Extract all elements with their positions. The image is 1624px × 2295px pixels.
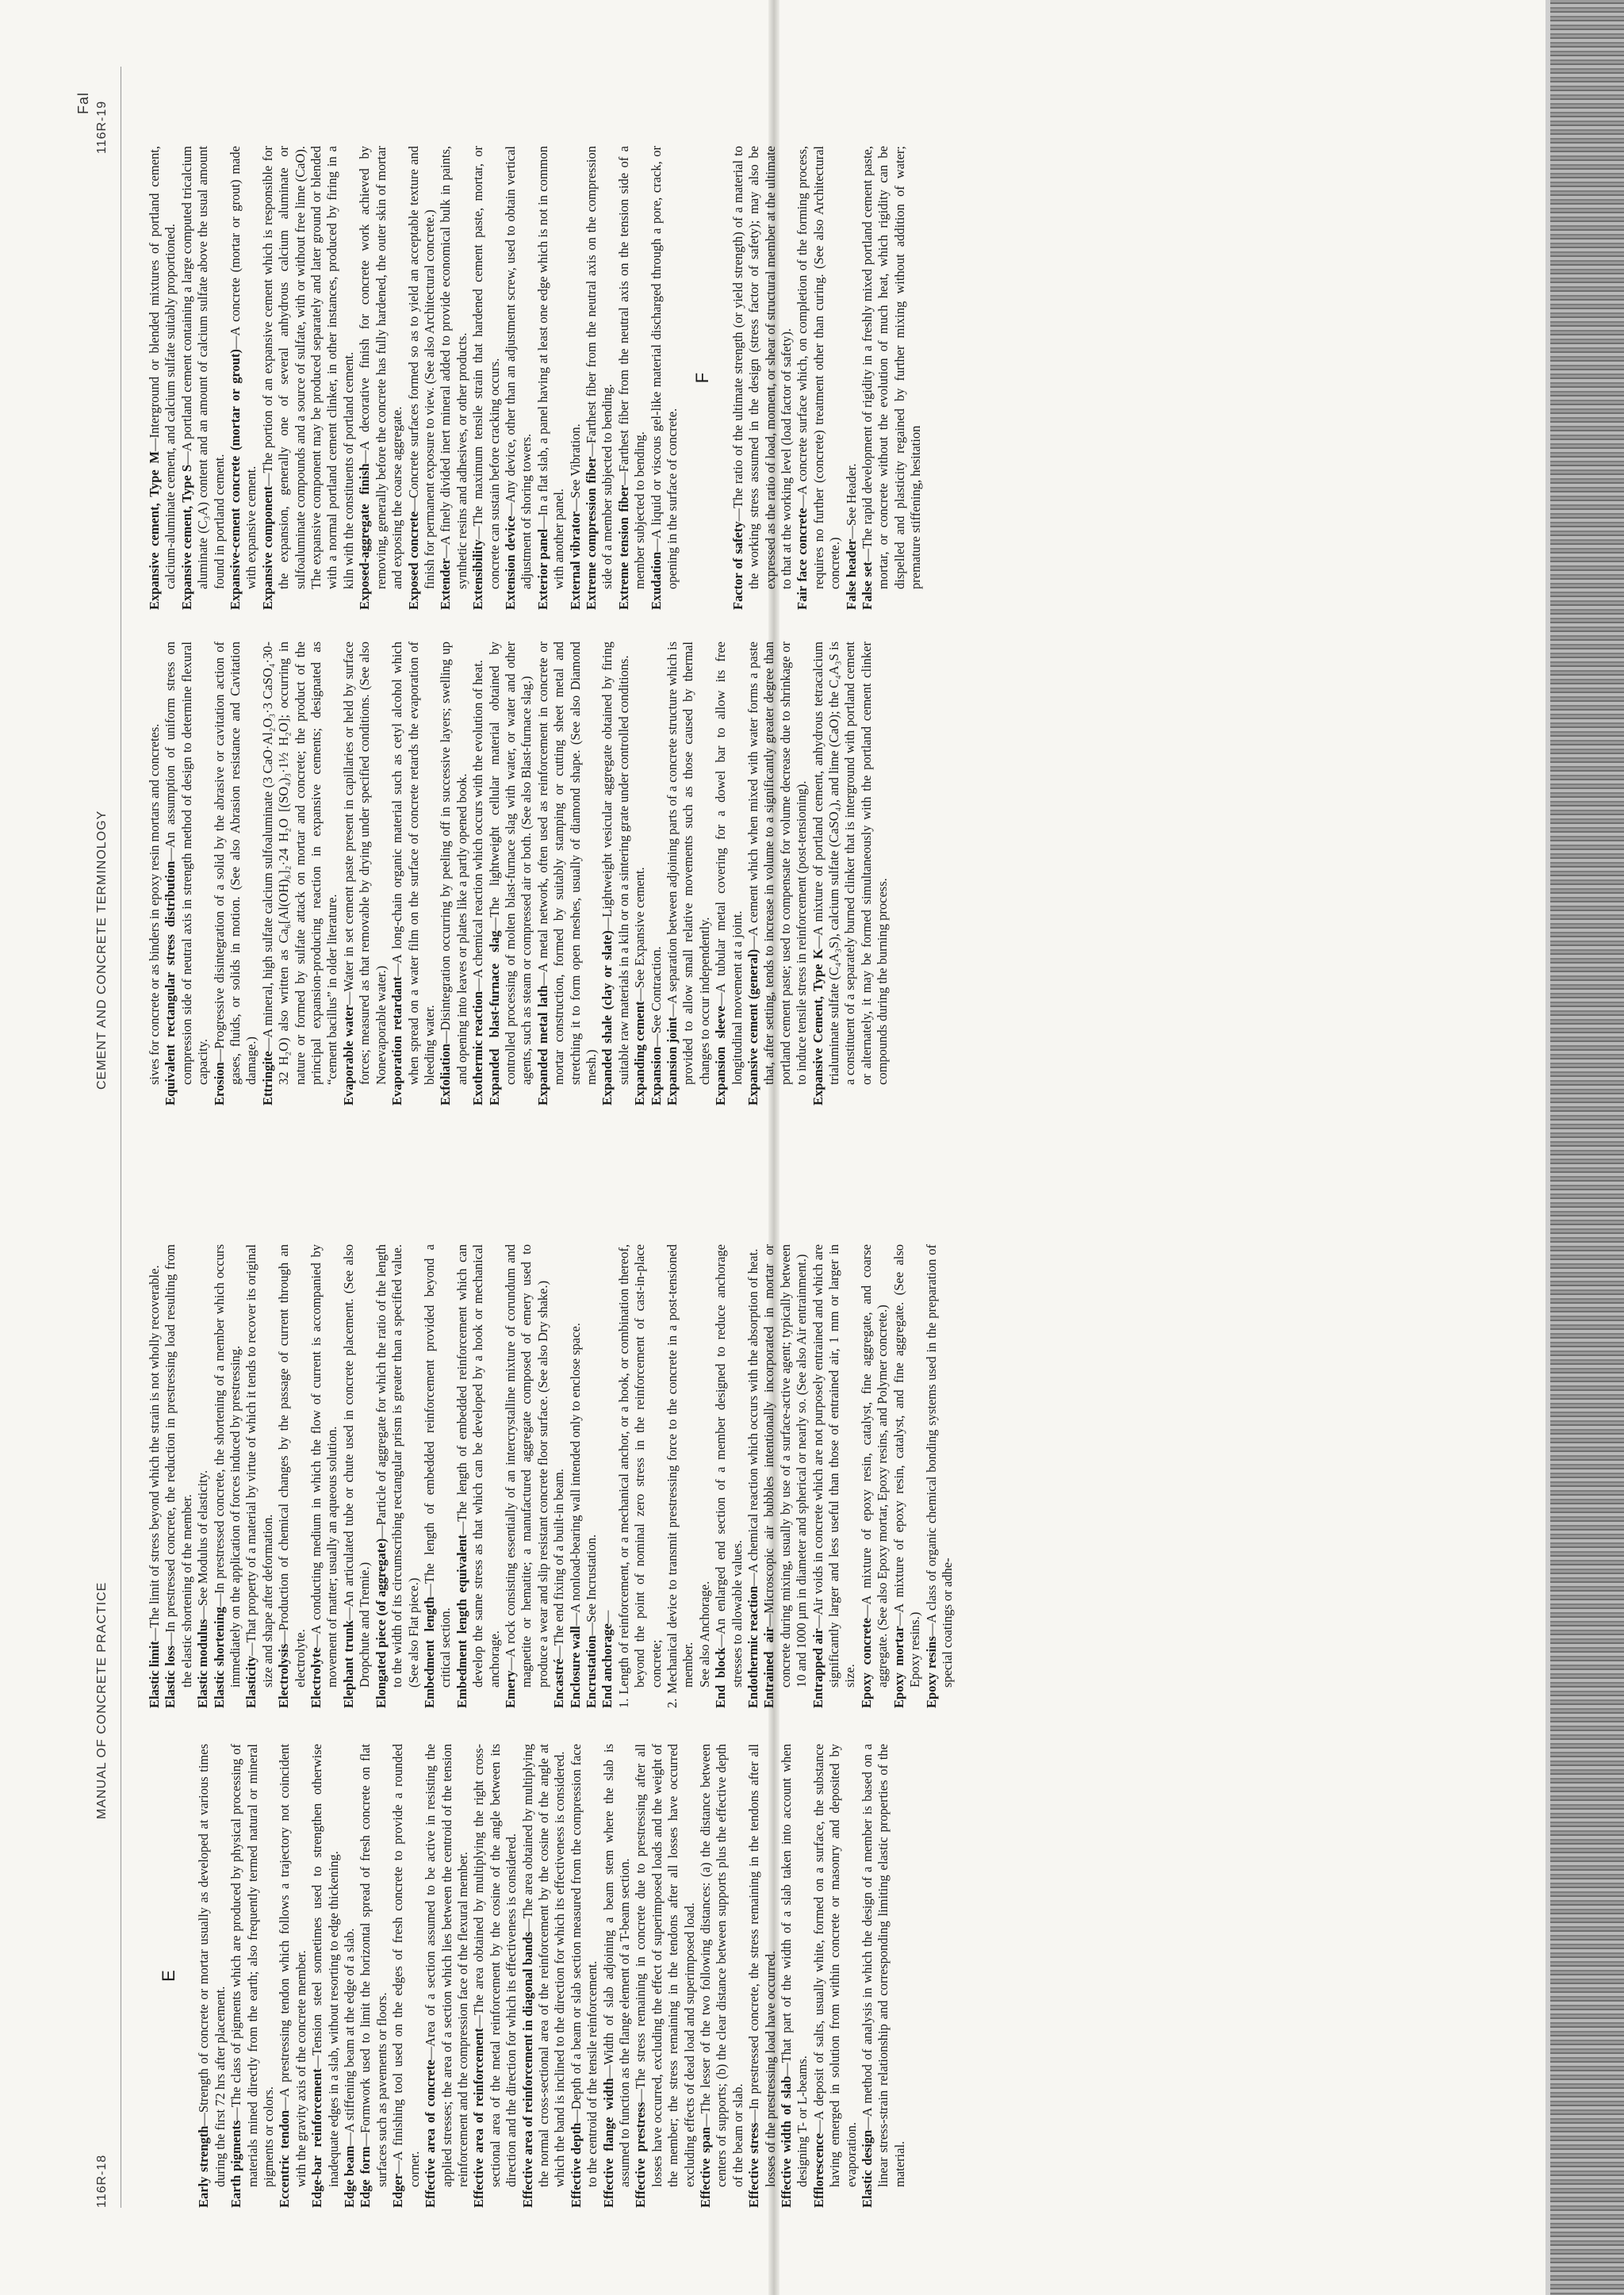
glossary-entry — [147, 146, 179, 610]
glossary-term: Elasticity — [243, 1656, 259, 1708]
glossary-entry — [859, 1244, 891, 1708]
glossary-definition: —An articulated tube or chute used in concrete placement. (See also Dropchute and Tremie.) — [340, 1244, 373, 1688]
glossary-definition: —Concrete surfaces formed so as to yield an acceptable texture and finish for permanent exposure to view. (See also Architectural concrete.) — [405, 146, 437, 589]
glossary-term: Effective prestress — [633, 2102, 649, 2208]
glossary-term: Elastic limit — [147, 1641, 162, 1708]
glossary-definition: —See Contraction. — [648, 946, 664, 1047]
glossary-definition: —A portland cement containing a large computed tricalcium aluminate (C₃A) content and an amount of calcium sulfate above the usual amount found in portland cement. — [178, 146, 227, 589]
glossary-definition: —See Modulus of elasticity. — [195, 1469, 211, 1619]
glossary-entry — [811, 1744, 860, 2208]
glossary-entry — [584, 146, 616, 610]
glossary-entry — [745, 1244, 761, 1708]
glossary-entry — [228, 1744, 277, 2208]
glossary-definition: —A mineral, high sulfate calcium sulfoaluminate (3 CaO·Al₂O₃·3 CaSO₄·30-32 H₂O) also written as Ca₆[Al(OH)₆]₂·24 H₂O [(SO₄)₃·1½ H₂O]; occurring in nature or formed by sulfate attack on mortar and concrete; the product of the principal expansion-producing reaction in expansive cements; designated as “cement bacillus” in older literature. — [259, 642, 340, 1085]
glossary-entry — [568, 146, 584, 610]
glossary-entry — [341, 1244, 373, 1708]
glossary-entry — [260, 642, 341, 1105]
column-2 — [147, 1244, 1519, 1708]
glossary-term: Erosion — [211, 1062, 227, 1105]
right-running-title: CEMENT AND CONCRETE TERMINOLOGY — [95, 810, 109, 1090]
glossary-definition: —That part of the width of a slab taken into account when designing T- or L-beams. — [779, 1744, 810, 2187]
glossary-term: Effective width of slab — [779, 2075, 795, 2208]
glossary-definition: —The stress remaining in concrete due to prestressing after all losses have occurred, excluding the effect of superimposed loads and the weight of the member; the stress remaining in the tendons after all losses have occurred excluding effects of dead load and superimposed load. — [633, 1744, 697, 2187]
glossary-definition: —See Header. — [843, 463, 859, 539]
glossary-definition: —That property of a material by virtue of which it tends to recover its original size and shape after deformation. — [243, 1244, 275, 1688]
glossary-definition: —A concrete surface which, on completion of the forming process, requires no further (concrete) treatment other than curing. (See also Architectural concrete.) — [795, 146, 843, 589]
glossary-term: Exfoliation — [438, 1044, 454, 1105]
glossary-term: Encrustation — [583, 1635, 599, 1708]
glossary-definition: —The class of pigments which are produced by physical processing of materials mined directly from the earth; also frequently termed natural or mineral pigments or colors. — [228, 1744, 277, 2187]
glossary-entry — [569, 1744, 601, 2208]
glossary-definition: —A liquid or viscous gel-like material discharged through a pore, crack, or opening in the surface of concrete. — [648, 146, 680, 589]
glossary-entry — [277, 1744, 309, 2208]
glossary-entry — [212, 642, 260, 1105]
glossary-term: Efflorescence — [810, 2132, 826, 2208]
glossary-entry — [860, 146, 925, 610]
glossary-term: Elastic design — [860, 2129, 875, 2208]
glossary-definition: —The length of embedded reinforcement provided beyond a critical section. — [421, 1244, 454, 1688]
glossary-entry — [698, 1744, 746, 2208]
glossary-entry — [503, 1244, 551, 1708]
glossary-definition: —A rock consisting essentially of an intercrystalline mixture of corundum and magnetite or hematite; a manufactured aggregate composed of emery used to produce a wear and slip resistant concrete floor surface. (See also Dry shake.) — [502, 1244, 550, 1688]
glossary-entry — [520, 1744, 569, 2208]
glossary-entry — [503, 146, 535, 610]
glossary-entry — [438, 146, 470, 610]
glossary-term: Entrapped air — [810, 1628, 825, 1708]
glossary-definition: —A deposit of salts, usually white, formed on a surface, the substance having emerged in solution from within concrete or masonry and deposited by evaporation. — [810, 1744, 859, 2187]
glossary-definition: —A separation between adjoining parts of a concrete structure which is provided to allow small relative movements such as those caused by thermal changes to occur independently. — [665, 642, 712, 1085]
glossary-entry — [860, 1744, 908, 2208]
glossary-entry — [844, 146, 860, 610]
glossary-entry — [779, 1744, 811, 2208]
glossary-term: End anchorage — [599, 1623, 615, 1708]
glossary-definition: —Any device, other than an adjustment screw, used to obtain vertical adjustment of shoring towers. — [502, 146, 534, 589]
glossary-term: Endothermic reaction — [745, 1585, 761, 1708]
glossary-entry — [713, 642, 745, 1105]
glossary-entry — [891, 1244, 924, 1708]
glossary-entry — [260, 146, 357, 610]
glossary-definition: —Production of chemical changes by the passage of current through an electrolyte. — [276, 1244, 308, 1688]
glossary-entry — [423, 1744, 471, 2208]
glossary-term: Expansive cement, Type M — [147, 450, 162, 610]
column-3 — [147, 642, 1519, 1105]
glossary-entry — [196, 1744, 228, 2208]
glossary-definition: — — [599, 1610, 615, 1624]
glossary-entry — [745, 642, 810, 1105]
glossary-term: Extension device — [502, 515, 518, 610]
glossary-continuation: sives for concrete or as binders in epoxy resin mortars and concretes. — [147, 723, 162, 1085]
glossary-term: Electrolyte — [308, 1647, 324, 1708]
glossary-sub-definition: 1. Length of reinforcement, or a mechanical anchor, or a hook, or combination thereof, beyond the point of nominal zero stress in the reinforcement of cast-in-place concrete; — [615, 1244, 664, 1708]
glossary-term: Epoxy mortar — [891, 1626, 906, 1708]
glossary-definition: —Area of a section assumed to be active in resisting the applied stresses; the area of a section which lies between the centroid of the tension reinforcement and the compression face of the flexural member. — [423, 1744, 470, 2187]
glossary-definition: —Air voids in concrete which are not purposely entrained and which are significantly larger and less useful than those of entrained air, 1 mm or larger in size. — [810, 1244, 858, 1688]
glossary-term: Embedment length equivalent — [454, 1534, 469, 1708]
glossary-entry — [163, 1244, 195, 1708]
glossary-definition: —Disintegration occurring by peeling off in successive layers; swelling up and opening into leaves or plates like a partly opened book. — [438, 642, 469, 1085]
glossary-entry — [342, 1744, 358, 2208]
glossary-definition: —A method of analysis in which the design of a member is based on a linear stress-strain relationship and corresponding limiting elastic properties of the material. — [860, 1744, 907, 2187]
glossary-definition: —The limit of stress beyond which the strain is not wholly recoverable. — [147, 1265, 162, 1642]
glossary-term: Equivalent rectangular stress distribution — [163, 860, 178, 1105]
glossary-term: Effective flange width — [600, 2078, 616, 2208]
glossary-definition: —The ratio of the ultimate strength (or yield strength) of a material to the working stress assumed in the design (stress factor of safety); may also be expressed as the ratio of load, moment, or shear of structural member at the ultimate to that at the working level (load factor of safety). — [730, 146, 795, 589]
glossary-definition: —In a flat slab, a panel having at least one edge which is not in common with another panel. — [534, 146, 567, 589]
glossary-term: Expansion joint — [665, 1017, 680, 1105]
glossary-term: Effective depth — [568, 2122, 584, 2208]
glossary-term: Expansive component — [259, 486, 275, 610]
glossary-entry — [470, 146, 503, 610]
glossary-term: Edge beam — [342, 2145, 358, 2208]
glossary-term: Effective area of concrete — [423, 2059, 439, 2208]
glossary-entry — [535, 642, 600, 1105]
glossary-term: Edger — [390, 2173, 406, 2208]
glossary-sub-definition: 2. Mechanical device to transmit prestressing force to the concrete in a post-tensioned member. — [665, 1244, 696, 1708]
scanner-margin-strip — [1550, 0, 1624, 2295]
glossary-definition: —A conducting medium in which the flow of current is accompanied by movement of matter; usually an aqueous solution. — [308, 1244, 340, 1688]
glossary-term: Expansive cement, Type S — [178, 464, 194, 610]
glossary-term: Entrained air — [761, 1626, 777, 1708]
section-letter: F — [692, 372, 713, 384]
glossary-definition: —In prestressed concrete, the reduction in prestressing load resulting from the elastic shortening of the member. — [163, 1244, 194, 1688]
glossary-entry — [422, 1244, 454, 1708]
glossary-entry — [632, 642, 648, 1105]
glossary-term: Exterior panel — [534, 528, 550, 610]
glossary-entry — [665, 642, 713, 1105]
glossary-definition: —The area obtained by multiplying the right cross-sectional area of the metal reinforcement by the cosine of the angle between its direction and the direction for which its effectiveness is considered. — [471, 1744, 519, 2187]
glossary-definition: —A cement which when mixed with water forms a paste that, after setting, tends to increase in volume to a significantly greater degree than portland cement paste; used to compensate for volume decrease due to shrinkage or to induce tensile stress in reinforcement (post-tensioning). — [745, 642, 810, 1085]
glossary-entry — [358, 1744, 390, 2208]
glossary-entry — [406, 146, 439, 610]
glossary-entry — [147, 1244, 163, 1708]
glossary-definition: —Strength of concrete or mortar usually as developed at various times during the first 72 hrs after placement. — [196, 1744, 228, 2187]
glossary-definition: —Width of slab adjoining a beam stem where the slab is assumed to function as the flange element of a T-beam section. — [600, 1744, 632, 2187]
glossary-definition: —A long-chain organic material such as cetyl alcohol which when spread on a water film on the surface of concrete retards the evaporation of bleeding water. — [389, 642, 437, 1085]
glossary-entry — [243, 1244, 276, 1708]
glossary-definition: —A chemical reaction which occurs with the evolution of heat. — [470, 660, 486, 991]
glossary-entry — [568, 1244, 584, 1708]
glossary-term: Edge form — [358, 2146, 373, 2208]
glossary-entry — [228, 146, 260, 610]
glossary-term: Exposed-aggregate finish — [357, 463, 373, 610]
glossary-term: Epoxy concrete — [858, 1618, 874, 1708]
glossary-entry — [470, 642, 486, 1105]
glossary-entry — [616, 146, 649, 610]
glossary-definition: —Progressive disintegration of a solid by the abrasive or cavitation action of gases, fluids, or solids in motion. (See also Abrasion resistance and Cavitation damage.) — [211, 642, 259, 1085]
glossary-term: Eccentric tendon — [277, 2109, 293, 2208]
glossary-definition: —A metal network, often used as reinforcement in concrete or mortar construction, formed by suitably stamping or cutting sheet metal and stretching it to form open meshes, usually of diamond shape. (See also Diamond mesh.) — [534, 642, 599, 1085]
glossary-term: Extender — [438, 557, 454, 610]
column-1 — [147, 1744, 1519, 2208]
glossary-entry — [308, 1244, 341, 1708]
glossary-term: Elephant trunk — [340, 1620, 356, 1708]
glossary-definition: —A mixture of portland cement, anhydrous tetracalcium trialuminate sulfate (C₄A₃S), calcium sulfate (CaSO₄), and lime (CaO); the C₄A₃S is a constituent of a separately burned clinker that is interground with portland cement or alternately, it may be formed simultaneously with the portland cement clinker compounds during the burning process. — [810, 642, 891, 1085]
glossary-term: Elongated piece (of aggregate) — [373, 1538, 389, 1708]
glossary-term: Exposed concrete — [405, 511, 421, 610]
glossary-term: Expanded blast-furnace slag — [486, 930, 502, 1105]
glossary-entry — [599, 642, 632, 1105]
glossary-term: Expanded metal lath — [534, 985, 550, 1105]
glossary-entry — [389, 642, 438, 1105]
glossary-definition: —A stiffening beam at the edge of a slab. — [342, 1928, 358, 2146]
section-letter: E — [159, 1970, 178, 1982]
glossary-term: Elastic loss — [163, 1646, 178, 1708]
glossary-entry — [454, 1244, 503, 1708]
glossary-term: Effective span — [698, 2126, 713, 2208]
glossary-term: Effective area of reinforcement — [471, 2028, 487, 2208]
glossary-definition: —An enlarged end section of a member designed to reduce anchorage stresses to allowable values. — [713, 1244, 745, 1688]
glossary-definition: —See Incrustation. — [583, 1534, 599, 1636]
glossary-term: External vibrator — [567, 511, 583, 610]
glossary-definition: —The length of embedded reinforcement which can develop the same stress as that which can be developed by a hook or mechanical anchorage. — [454, 1244, 502, 1688]
glossary-term: Expansive Cement, Type K — [810, 948, 825, 1105]
glossary-term: Expansion — [648, 1046, 664, 1105]
glossary-definition: —The maximum tensile strain that hardened cement paste, mortar, or concrete can sustain before cracking occurs. — [470, 146, 502, 589]
glossary-entry — [212, 1244, 244, 1708]
glossary-definition: —See Expansive cement. — [632, 867, 648, 1002]
glossary-entry — [599, 1244, 615, 1708]
glossary-definition: —A prestressing tendon which follows a trajectory not coincident with the gravity axis of the concrete member. — [277, 1744, 308, 2187]
glossary-term: Extreme compression fiber — [583, 456, 599, 610]
glossary-entry — [309, 1744, 342, 2208]
glossary-term: Exothermic reaction — [470, 990, 486, 1105]
glossary-definition: —A finely divided inert mineral added to provide economical bulk in paints, synthetic resins and adhesives, or other products. — [438, 146, 469, 589]
glossary-definition: —A mixture of epoxy resin, catalyst, and fine aggregate. (See also Epoxy resins.) — [891, 1244, 923, 1688]
glossary-term: False header — [843, 538, 859, 610]
glossary-definition: —A mixture of epoxy resin, catalyst, fine aggregate, and coarse aggregate. (See also Epoxy mortar, Epoxy resins, and Polymer concrete.) — [858, 1244, 891, 1688]
glossary-entry — [584, 1244, 599, 1708]
glossary-definition: —Microscopic air bubbles intentionally incorporated in mortar or concrete during mixing, usually by use of a surface-active agent; typically between 10 and 1000 µm in diameter and spherical or nearly so. (See also Air entrainment.) — [761, 1244, 810, 1688]
glossary-term: Electrolysis — [276, 1643, 292, 1708]
glossary-entry — [761, 1244, 810, 1708]
glossary-entry — [438, 642, 470, 1105]
glossary-entry — [730, 146, 795, 610]
glossary-definition: —A chemical reaction which occurs with the absorption of heat. — [745, 1248, 761, 1586]
glossary-definition: —A nonload-bearing wall intended only to enclose space. — [567, 1323, 583, 1626]
glossary-definition: —Interground or blended mixtures of portland cement, calcium-aluminate cement, and calcium sulfate suitably proportioned. — [147, 146, 178, 589]
glossary-entry — [810, 642, 891, 1105]
glossary-definition: —A tubular metal covering for a dowel bar to allow its free longitudinal movement at a joint. — [713, 642, 745, 1085]
glossary-definition: —The portion of an expansive cement which is responsible for the expansion, generally one of several anhydrous calcium aluminate or sulfoaluminate compounds and a source of sulfate, with or without free lime (CaO). The expansive component may be produced separately and later ground or blended with a normal portland cement clinker, in other instances, produced by firing in a kiln with the constituents of portland cement. — [259, 146, 356, 589]
glossary-term: Expansive-cement concrete (mortar or grout) — [228, 349, 243, 610]
glossary-entry — [487, 642, 535, 1105]
glossary-term: Elastic modulus — [195, 1619, 211, 1708]
glossary-definition: —A finishing tool used on the edges of fresh concrete to provide a rounded corner. — [390, 1744, 422, 2187]
glossary-definition: —In prestressed concrete, the shortening of a member which occurs immediately on the application of forces induced by prestressing. — [211, 1244, 243, 1688]
glossary-term: Expanded shale (clay or slate) — [599, 930, 615, 1105]
glossary-definition: —Particle of aggregate for which the ratio of the length to the width of its circumscribing rectangular prism is greater than a specified value. (See also Flat piece.) — [373, 1244, 421, 1688]
glossary-definition: —Farthest fiber from the neutral axis on the tension side of a member subjected to bending. — [615, 146, 648, 589]
glossary-term: False set — [860, 561, 875, 610]
glossary-term: Embedment length — [421, 1596, 437, 1708]
glossary-entry — [373, 1244, 422, 1708]
left-page-number: 116R-18 — [95, 2154, 109, 2208]
glossary-term: Encastré — [551, 1658, 567, 1708]
glossary-term: Earth pigments — [228, 2120, 244, 2208]
right-page-number: 116R-19 — [95, 100, 109, 154]
left-running-title: MANUAL OF CONCRETE PRACTICE — [95, 1581, 109, 1819]
glossary-term: Evaporation retardant — [389, 976, 405, 1105]
glossary-entry — [163, 642, 211, 1105]
glossary-definition: —An assumption of uniform stress on compression side of neutral axis in strength method of design to determine flexural capacity. — [163, 642, 211, 1085]
glossary-entry — [633, 1744, 698, 2208]
glossary-entry — [551, 1244, 567, 1708]
glossary-entry — [810, 1244, 859, 1708]
glossary-definition: —A concrete (mortar or grout) made with expansive cement. — [228, 146, 259, 589]
glossary-definition: —The lightweight cellular material obtained by controlled processing of molten blast-furnace slag with water, or water and other agents, such as steam or compressed air or both. (See also Blast-furnace slag.) — [486, 642, 534, 1085]
glossary-definition: —In prestressed concrete, the stress remaining in the tendons after all losses of the prestressing load have occurred. — [746, 1744, 778, 2187]
glossary-term: Exudation — [648, 551, 664, 610]
glossary-entry — [195, 1244, 211, 1708]
glossary-term: Ettringite — [259, 1051, 275, 1105]
glossary-entry — [713, 1244, 745, 1708]
glossary-term: Expanding cement — [632, 1001, 648, 1105]
glossary-entry — [179, 146, 228, 610]
glossary-entry — [924, 1244, 956, 1708]
glossary-definition: —Tension steel sometimes used to strengthen otherwise inadequate edges in a slab, without resorting to edge thickening. — [309, 1744, 341, 2187]
glossary-definition: —Formwork used to limit the horizontal spread of fresh concrete on flat surfaces such as pavements or floors. — [358, 1744, 389, 2187]
column-4 — [147, 146, 1519, 610]
glossary-definition: —Water in set cement paste present in capillaries or held by surface forces; measured as that removable by drying under specified conditions. (See also Nonevaporable water.) — [340, 642, 389, 1085]
glossary-definition: —Depth of a beam or slab section measured from the compression face to the centroid of the tensile reinforcement. — [568, 1744, 600, 2187]
glossary-continuation: See also Anchorage. — [696, 1580, 712, 1688]
right-guide-word: Fal — [75, 91, 91, 114]
glossary-definition: —Lightweight vesicular aggregate obtained by firing suitable raw materials in a kiln or on a sintering grate under controlled conditions. — [599, 642, 631, 1085]
glossary-term: Early strength — [196, 2125, 212, 2208]
glossary-definition: —Farthest fiber from the neutral axis on the compression side of a member subjected to bending. — [583, 146, 615, 589]
glossary-entry — [649, 642, 665, 1105]
glossary-entry — [535, 146, 568, 610]
glossary-definition: —The area obtained by multiplying the normal cross-sectional area of the reinforcement by the cosine of the angle at which the band is inclined to the direction for which its effectiveness is considered. — [519, 1744, 568, 2187]
glossary-term: Epoxy resins — [923, 1636, 939, 1708]
glossary-definition: —The end fixing of a built-in beam. — [551, 1469, 567, 1659]
glossary-entry — [390, 1744, 423, 2208]
glossary-definition: —The lesser of the two following distances: (a) the distance between centers of supports; (b) the clear distance between supports plus the effective depth of the beam or slab. — [698, 1744, 745, 2187]
glossary-term: Enclosure wall — [567, 1626, 583, 1708]
glossary-definition: —A decorative finish for concrete work achieved by removing, generally before the concrete has fully hardened, the outer skin of mortar and exposing the coarse aggregate. — [357, 146, 405, 589]
glossary-term: Factor of safety — [730, 521, 745, 610]
glossary-term: Edge-bar reinforcement — [309, 2068, 325, 2208]
glossary-term: Extensibility — [470, 539, 486, 610]
glossary-entry — [357, 146, 405, 610]
glossary-entry — [601, 1744, 634, 2208]
glossary-term: Expansion sleeve — [713, 1006, 729, 1105]
glossary-entry — [341, 642, 389, 1105]
glossary-definition: —The rapid development of rigidity in a freshly mixed portland cement paste, mortar, or concrete without the evolution of much heat, which rigidity can be dispelled and plasticity regained by further mixing without addition of water; premature stiffening, hesitation — [860, 146, 924, 589]
glossary-definition: —A class of organic chemical bonding systems used in the preparation of special coatings or adhe- — [923, 1244, 955, 1688]
glossary-term: Effective stress — [746, 2122, 762, 2208]
glossary-term: Effective area of reinforcement in diagonal bands — [519, 1931, 535, 2208]
glossary-term: Expansive cement (general) — [745, 948, 761, 1105]
glossary-term: End block — [713, 1647, 729, 1708]
glossary-term: Evaporable water — [340, 1005, 356, 1105]
glossary-entry — [649, 146, 681, 610]
glossary-definition: —See Vibration. — [567, 423, 583, 511]
glossary-term: Elastic shortening — [211, 1607, 227, 1708]
glossary-term: Emery — [502, 1670, 518, 1708]
glossary-entry — [746, 1744, 779, 2208]
glossary-entry — [276, 1244, 308, 1708]
glossary-term: Fair face concrete — [795, 508, 810, 610]
glossary-entry — [795, 146, 843, 610]
glossary-term: Extreme tension fiber — [615, 485, 631, 610]
glossary-entry — [471, 1744, 519, 2208]
